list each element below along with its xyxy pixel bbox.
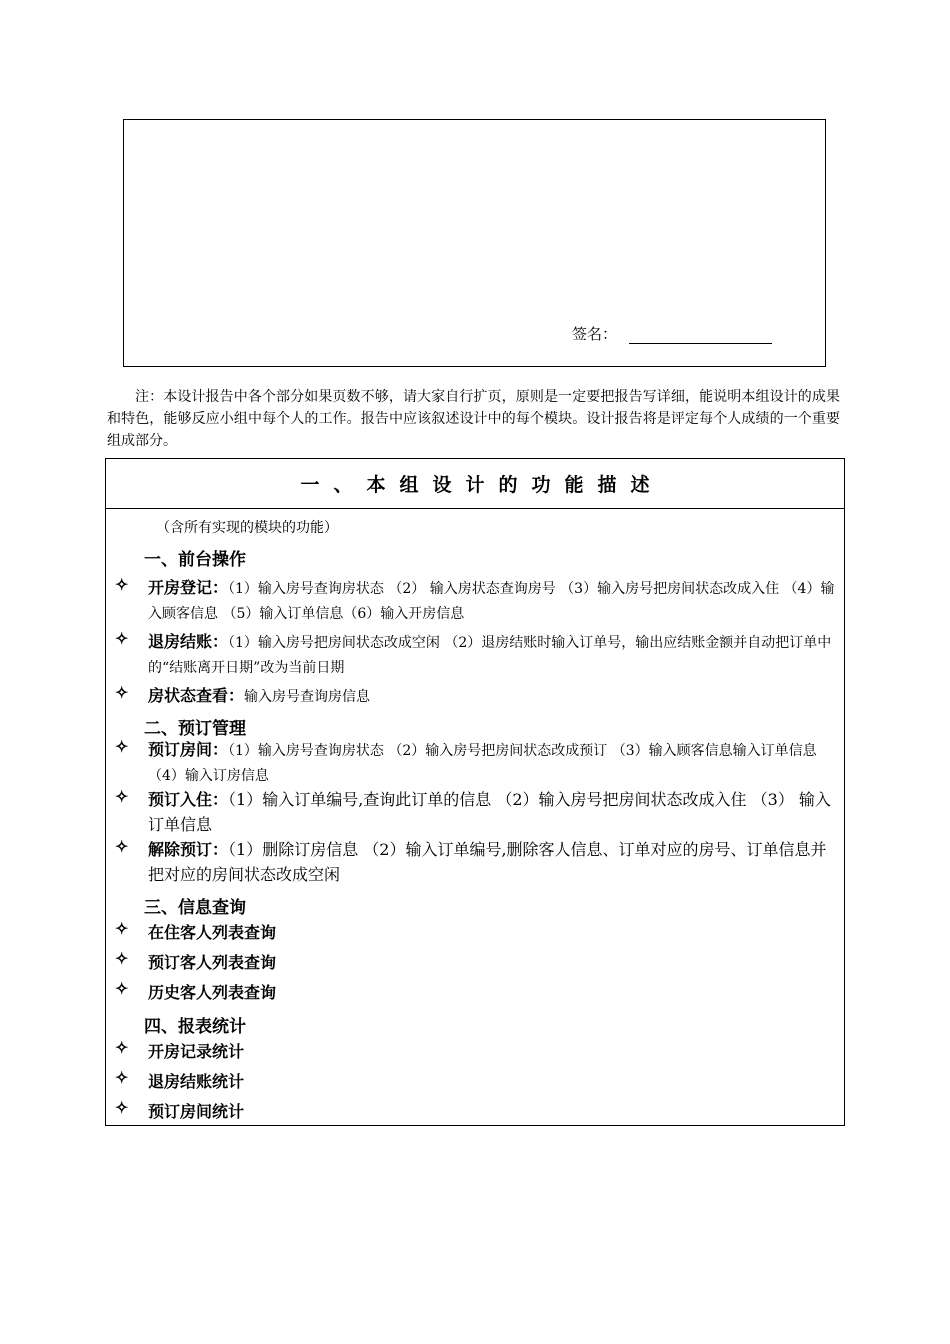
list-item bbox=[115, 737, 837, 789]
item-text: （1）输入订单编号,查询此订单的信息 （2）输入房号把房间状态改成入住 （3） 输入订单信息 bbox=[148, 790, 831, 834]
diamond-bullet-icon: ✧ bbox=[115, 949, 129, 968]
diamond-bullet-icon: ✧ bbox=[115, 837, 129, 856]
signature-label: 签名： bbox=[572, 325, 618, 343]
item-label: 预订房间： bbox=[148, 740, 229, 759]
signature-row bbox=[572, 323, 772, 344]
section-title-reservation: 二、预订管理 bbox=[144, 719, 246, 739]
diamond-bullet-icon: ✧ bbox=[115, 575, 129, 594]
function-description-table bbox=[105, 458, 845, 1126]
item-text: 历史客人列表查询 bbox=[148, 983, 277, 1002]
list-item bbox=[115, 787, 837, 837]
list-item bbox=[115, 919, 837, 947]
item-text: 预订客人列表查询 bbox=[148, 953, 277, 972]
item-label: 退房结账： bbox=[148, 632, 229, 651]
diamond-bullet-icon: ✧ bbox=[115, 919, 129, 938]
diamond-bullet-icon: ✧ bbox=[115, 737, 129, 756]
signature-box bbox=[123, 119, 826, 367]
item-text: 预订房间统计 bbox=[148, 1102, 245, 1121]
note-text: 注：本设计报告中各个部分如果页数不够，请大家自行扩页，原则是一定要把报告写详细，能说明本组设计的成果和特色，能够反应小组中每个人的工作。报告中应该叙述设计中的每个模块。设计报告将是评定每个人成绩的一个重要组成部分。 bbox=[107, 389, 840, 449]
item-text: 退房结账统计 bbox=[148, 1072, 245, 1091]
list-item bbox=[115, 1038, 837, 1066]
item-label: 预订入住： bbox=[148, 790, 229, 809]
item-text: 在住客人列表查询 bbox=[148, 923, 277, 942]
diamond-bullet-icon: ✧ bbox=[115, 1098, 129, 1117]
item-text: （1）输入房号查询房状态 （2） 输入房状态查询房号 （3）输入房号把房间状态改成入住 （4）输入顾客信息 （5）输入订单信息（6）输入开房信息 bbox=[148, 581, 835, 622]
list-item bbox=[115, 1068, 837, 1096]
section-title-query: 三、信息查询 bbox=[144, 898, 246, 918]
note-paragraph bbox=[107, 386, 840, 452]
diamond-bullet-icon: ✧ bbox=[115, 1038, 129, 1057]
list-item bbox=[115, 979, 837, 1007]
diamond-bullet-icon: ✧ bbox=[115, 979, 129, 998]
list-item bbox=[115, 683, 837, 710]
section-title-frontdesk: 一、前台操作 bbox=[144, 550, 246, 570]
list-item bbox=[115, 949, 837, 977]
diamond-bullet-icon: ✧ bbox=[115, 1068, 129, 1087]
list-item bbox=[115, 629, 837, 681]
item-text: （1）删除订房信息 （2）输入订单编号,删除客人信息、订单对应的房号、订单信息并把对应的房间状态改成空闲 bbox=[148, 840, 827, 884]
diamond-bullet-icon: ✧ bbox=[115, 787, 129, 806]
item-label: 房状态查看： bbox=[148, 686, 245, 705]
item-label: 开房登记： bbox=[148, 578, 229, 597]
item-text: 开房记录统计 bbox=[148, 1042, 245, 1061]
list-item bbox=[115, 575, 837, 627]
list-item bbox=[115, 1098, 837, 1126]
item-text: 输入房号查询房信息 bbox=[244, 689, 371, 705]
item-text: （1）输入房号查询房状态 （2）输入房号把房间状态改成预订 （3）输入顾客信息输入订单信息 （4）输入订房信息 bbox=[148, 743, 817, 784]
table-heading: 一、本组设计的功能描述 bbox=[106, 459, 844, 509]
item-text: （1）输入房号把房间状态改成空闲 （2）退房结账时输入订单号，输出应结账金额并自动把订单中的“结账离开日期”改为当前日期 bbox=[148, 635, 832, 676]
signature-line bbox=[629, 327, 772, 344]
table-hint: （含所有实现的模块的功能） bbox=[156, 520, 338, 536]
item-label: 解除预订： bbox=[148, 840, 229, 859]
list-item bbox=[115, 837, 837, 887]
diamond-bullet-icon: ✧ bbox=[115, 683, 129, 702]
diamond-bullet-icon: ✧ bbox=[115, 629, 129, 648]
section-title-reports: 四、报表统计 bbox=[144, 1017, 246, 1037]
